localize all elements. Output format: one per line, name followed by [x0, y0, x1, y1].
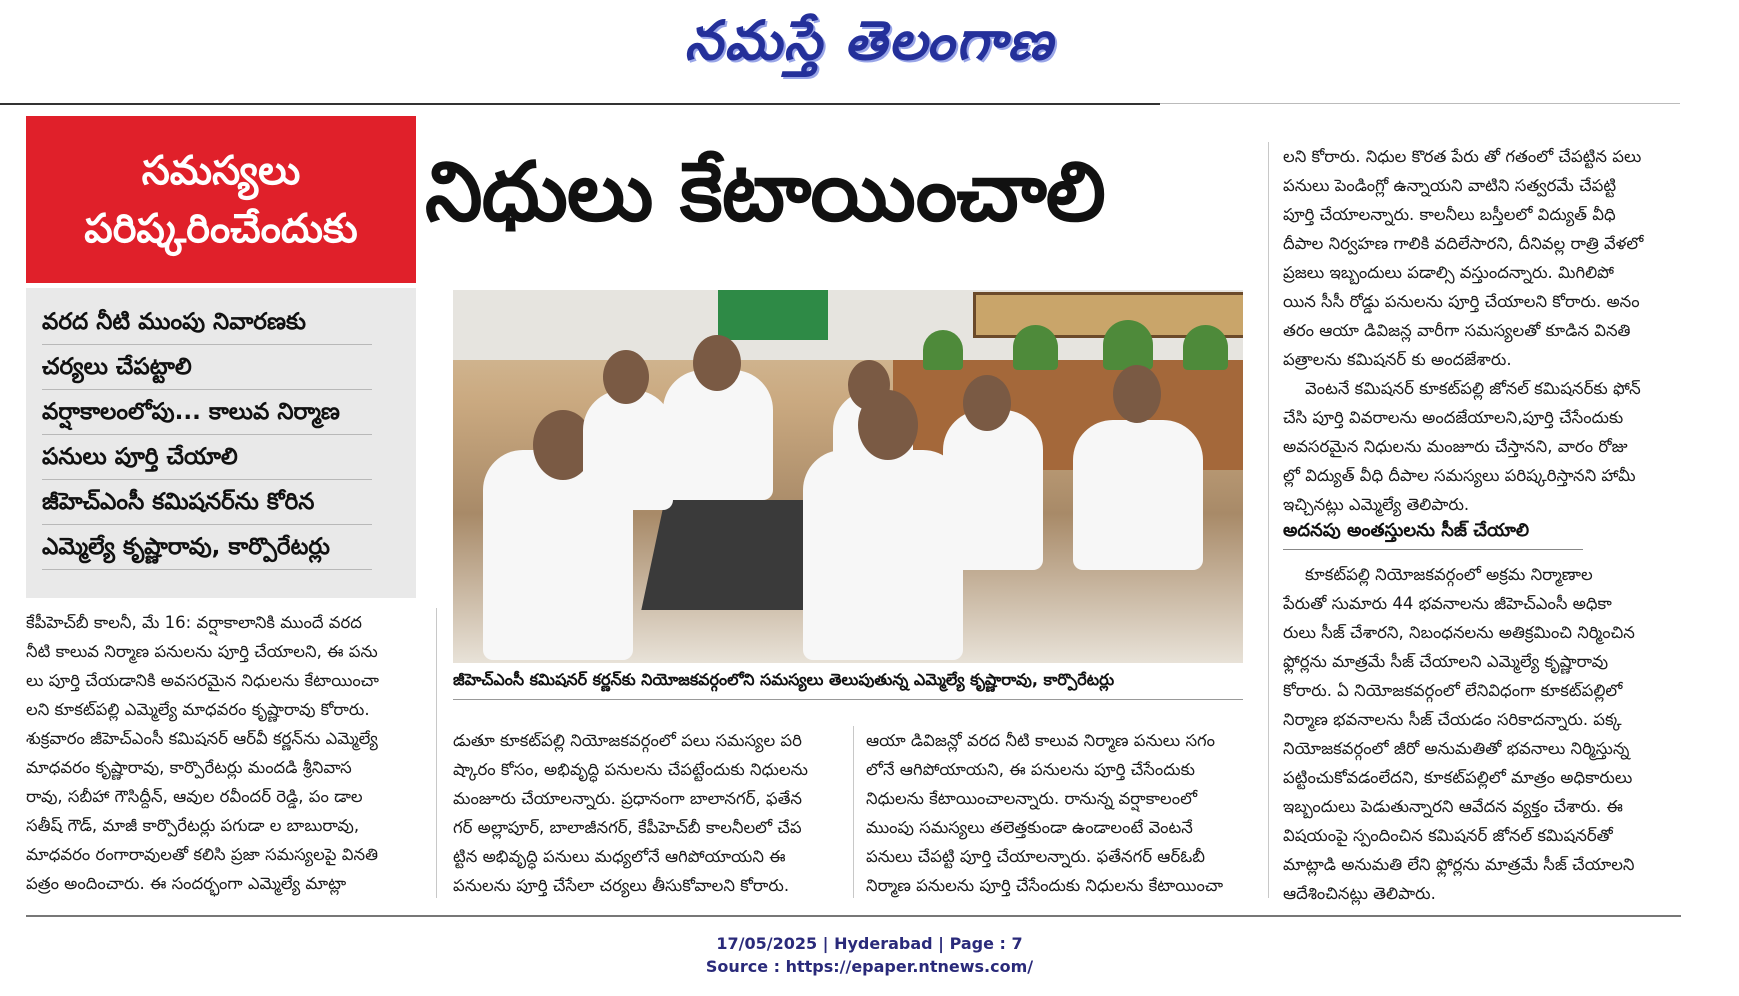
article-line: పత్రాలను కమిషనర్ కు అందజేశారు.	[1283, 350, 1512, 369]
kicker-box	[26, 116, 416, 283]
article-column-2	[453, 726, 841, 900]
article-line: డుతూ కూకట్‌పల్లి నియోజకవర్గంలో పలు సమస్యల పరి	[453, 731, 802, 750]
news-photo	[453, 290, 1243, 663]
article-line: అవసరమైన నిధులను మంజూరు చేస్తానని, వారం రోజు	[1283, 437, 1628, 456]
article-line: ఫ్లోర్లను మాత్రమే సీజ్ చేయాలని ఎమ్మెల్యే కృష్ణారావు	[1283, 652, 1609, 671]
photo-person	[803, 450, 963, 660]
article-line: లు పూర్తి చేయడానికి అవసరమైన నిధులను కేటాయించా	[26, 671, 379, 690]
column-divider	[436, 608, 437, 898]
article-line: రావు, సబీహా గౌసిద్దీన్, ఆవుల రవీందర్ రెడ్డి, పం డాల	[26, 787, 363, 806]
article-line: నీటి కాలువ నిర్మాణ పనులను పూర్తి చేయాలని, ఈ పను	[26, 642, 378, 661]
article-line: ఆదేశించినట్లు తెలిపారు.	[1283, 884, 1436, 903]
article-line: నిధులను కేటాయించాలన్నారు. రానున్న వర్షాకాలంలో	[866, 789, 1198, 808]
article-line: లని కూకట్‌పల్లి ఎమ్మెల్యే మాధవరం కృష్ణారావు కోరారు.	[26, 700, 370, 719]
article-line: లని కోరారు. నిధుల కొరత పేరు తో గతంలో చేపట్టిన పలు	[1283, 147, 1642, 166]
article-line: పనులు చేపట్టి పూర్తి చేయాలన్నారు. ఫతేనగర్ ఆర్‌ఓబీ	[866, 847, 1206, 866]
article-line: కోరారు. ఏ నియోజకవర్గంలో లేనివిధంగా కూకట్‌పల్లిలో	[1283, 681, 1623, 700]
article-line: నియోజకవర్గంలో జీరో అనుమతితో భవనాలు నిర్మిస్తున్న	[1283, 739, 1630, 758]
headline: నిధులు కేటాయించాలి	[425, 145, 1105, 240]
photo-logo-board	[718, 290, 828, 340]
photo-plant	[1183, 325, 1228, 370]
article-line: పూర్తి చేయాలన్నారు. కాలనీలు బస్తీలలో విద్యుత్ వీధి	[1283, 205, 1616, 224]
photo-person-head	[1113, 365, 1161, 423]
photo-plant	[1103, 320, 1153, 370]
article-line: వెంటనే కమిషనర్ కూకట్‌పల్లి జోనల్ కమిషనర్‌కు ఫోన్	[1305, 379, 1641, 398]
article-line: విషయంపై స్పందించిన కమిషనర్ జోనల్ కమిషనర్‌తో	[1283, 826, 1613, 845]
article-line: మాట్లాడి అనుమతి లేని ఫ్లోర్లను మాత్రమే సీజ్ చేయాలని	[1283, 855, 1635, 874]
article-column-4	[1283, 142, 1681, 519]
article-line: ల్లో విద్యుత్ వీధి దీపాల సమస్యలు పరిష్కరిస్తానని హామీ	[1283, 466, 1636, 485]
column-divider	[1268, 142, 1269, 898]
article-line: కేపీహెచ్‌బీ కాలనీ, మే 16: వర్షాకాలానికి ముందే వరద	[26, 613, 362, 632]
kicker-line-2: పరిష్కరించేందుకు	[84, 205, 358, 252]
article-column-3	[866, 726, 1256, 900]
article-line: మంజూరు చేయాలన్నారు. ప్రధానంగా బాలానగర్, ఫతేన	[453, 789, 803, 808]
newspaper-logo: నమస్తే తెలంగాణ	[684, 8, 1055, 72]
article-line: ఇచ్చినట్లు ఎమ్మెల్యే తెలిపారు.	[1283, 495, 1470, 514]
summary-line: పనులు పూర్తి చేయాలి	[42, 435, 372, 480]
photo-person-head	[963, 375, 1011, 431]
photo-plant	[1013, 325, 1058, 370]
photo-person-head	[603, 350, 649, 404]
article-line: పత్రం అందించారు. ఈ సందర్భంగా ఎమ్మెల్యే మాట్లా	[26, 874, 347, 893]
photo-person-head	[693, 335, 741, 391]
summary-line: వరద నీటి ముంపు నివారణకు	[42, 300, 372, 345]
column-divider	[853, 726, 854, 898]
article-line: మాధవరం రంగారావులతో కలిసి ప్రజా సమస్యలపై వినతి	[26, 845, 379, 864]
article-column-1	[26, 608, 418, 898]
article-line: యిన సీసీ రోడ్డు పనులను పూర్తి చేయాలని కోరారు. అనం	[1283, 292, 1640, 311]
photo-person-head	[858, 390, 918, 460]
article-line: లోనే ఆగిపోయాయని, ఈ పనులను పూర్తి చేసేందుకు	[866, 760, 1195, 779]
masthead	[0, 0, 1739, 86]
summary-line: వర్షాకాలంలోపు... కాలువ నిర్మాణ	[42, 390, 372, 435]
article-line: ముంపు సమస్యలు తలెత్తకుండా ఉండాలంటే వెంటనే	[866, 818, 1193, 837]
summary-line: ఎమ్మెల్యే కృష్ణారావు, కార్పొరేటర్లు	[42, 525, 372, 570]
masthead-rule	[0, 103, 1160, 105]
footer	[0, 932, 1739, 978]
article-line: నిర్మాణ భవనాలను సీజ్ చేయడం సరికాదన్నారు. పక్క	[1283, 710, 1622, 729]
article-line: పట్టించుకోవడంలేదని, కూకట్‌పల్లిలో మాత్రం అధికారులు	[1283, 768, 1633, 787]
photo-person	[583, 390, 673, 510]
footer-source-link[interactable]: Source : https://epaper.ntnews.com/	[705, 957, 1034, 976]
summary-line: చర్యలు చేపట్టాలి	[42, 345, 372, 390]
photo-caption: జీహెచ్ఎంసీ కమిషనర్ కర్ణన్‌కు నియోజకవర్గంలోని సమస్యలు తెలుపుతున్న ఎమ్మెల్యే కృష్ణారావు, కార్పొరేటర్లు	[453, 670, 1243, 700]
section-subhead: అదనపు అంతస్తులను సీజ్ చేయాలి	[1283, 520, 1583, 550]
photo-person	[1073, 420, 1203, 570]
article-line: మాధవరం కృష్ణారావు, కార్పొరేటర్లు మందడి శ్రీనివాస	[26, 758, 352, 777]
article-line: పేరుతో సుమారు 44 భవనాలను జీహెచ్ఎంసీ అధికా	[1283, 594, 1612, 613]
article-line: శుక్రవారం జీహెచ్ఎంసీ కమిషనర్ ఆర్‌వీ కర్ణన్‌ను ఎమ్మెల్యే	[26, 729, 378, 748]
photo-plant	[923, 330, 963, 370]
footer-dateline: 17/05/2025 | Hyderabad | Page : 7	[716, 934, 1023, 953]
summary-box	[26, 288, 416, 598]
article-line: ఆయా డివిజన్లో వరద నీటి కాలువ నిర్మాణ పనులు సగం	[866, 731, 1216, 750]
article-line: రులు సీజ్ చేశారని, నిబంధనలను అతిక్రమించి నిర్మించిన	[1283, 623, 1635, 642]
kicker-line-1: సమస్యలు	[141, 147, 301, 194]
article-line: పనులు పెండింగ్లో ఉన్నాయని వాటిని సత్వరమే చేపట్టి	[1283, 176, 1617, 195]
article-line: ఇబ్బందులు పెడుతున్నారని ఆవేదన వ్యక్తం చేశారు. ఈ	[1283, 797, 1623, 816]
photo-person	[943, 410, 1043, 570]
article-line: నిర్మాణ పనులను పూర్తి చేసేందుకు నిధులను కేటాయించా	[866, 876, 1224, 895]
article-line: ప్రజలు ఇబ్బందులు పడాల్సి వస్తుందన్నారు. మిగిలిపో	[1283, 263, 1614, 282]
masthead-rule-right	[1160, 103, 1680, 104]
footer-rule	[26, 915, 1681, 917]
article-line: దీపాల నిర్వహణ గాలికి వదిలేసారని, దీనివల్ల రాత్రి వేళలో	[1283, 234, 1644, 253]
summary-line: జీహెచ్ఎంసీ కమిషనర్‌ను కోరిన	[42, 480, 372, 525]
article-line: ష్కారం కోసం, అభివృద్ధి పనులను చేపట్టేందుకు నిధులను	[453, 760, 808, 779]
article-line: ట్టిన అభివృద్ధి పనులు మధ్యలోనే ఆగిపోయాయని ఈ	[453, 847, 786, 866]
article-line: పనులను పూర్తి చేసేలా చర్యలు తీసుకోవాలని కోరారు.	[453, 876, 790, 895]
article-column-5	[1283, 560, 1681, 908]
article-line: తరం ఆయా డివిజన్ల వారీగా సమస్యలతో కూడిన వినతి	[1283, 321, 1631, 340]
article-line: గర్ అల్లాపూర్, బాలాజీనగర్, కేపీహెచ్‌బీ కాలనీలలో చేప	[453, 818, 802, 837]
article-line: కూకట్‌పల్లి నియోజకవర్గంలో అక్రమ నిర్మాణాల	[1305, 565, 1593, 584]
article-line: సతీష్ గౌడ్, మాజీ కార్పొరేటర్లు పగుడా ల బాబురావు,	[26, 816, 360, 835]
article-line: చేసి పూర్తి వివరాలను అందజేయాలని,పూర్తి చేసేందుకు	[1283, 408, 1624, 427]
